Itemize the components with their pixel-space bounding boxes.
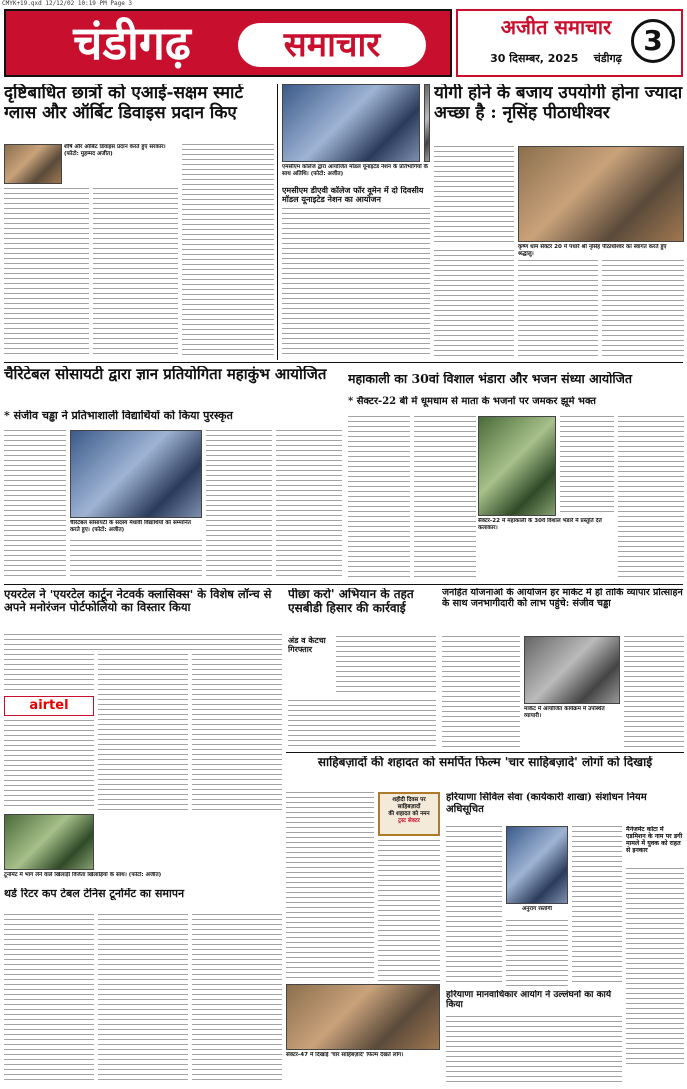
story-11-col-2: [98, 914, 188, 1084]
story-5-headline: महाकाली का 30वां विशाल भंडारा और भजन संध्या आयोजित: [348, 372, 633, 386]
airtel-logo: [4, 696, 94, 716]
story-2-photo-1: [282, 84, 420, 162]
story-5-headline-block: [348, 372, 684, 394]
story-5-col-2: [414, 416, 476, 580]
story-8-col-1: [442, 636, 520, 748]
story-8-headline: जनहित योजनाओं के आयोजन हर मार्केट में हो ताकि व्यापार प्रोत्साहन के साथ जनभागीदारी को लाभ पहुंचे: संजीव चड्ढा: [442, 588, 683, 609]
story-7-col-2: [288, 700, 436, 748]
masthead-info: [456, 9, 683, 77]
story-9-col-2: [378, 840, 440, 982]
story-1-headline: दृष्टिबाधित छात्रों को एआई-सक्षम स्मार्ट ग्लास और ऑर्बिट डिवाइस प्रदान किए: [4, 84, 244, 123]
scan-header: CMYK+19.qxd 12/12/02 10:19 PM Page 3: [2, 0, 133, 7]
story-5-subhead: * सैक्टर-22 बी में धूमधाम से माता के भजनों पर जमकर झूमे भक्त: [348, 396, 597, 407]
story-9-inset-line-3: ट्रस्ट सेक्टर: [398, 818, 420, 824]
story-10-portrait-caption: अनुराग रस्तोगी: [522, 906, 552, 912]
story-8-photo: [524, 636, 620, 704]
story-3-photo: [518, 146, 684, 242]
story-1-col-3: [182, 144, 274, 358]
story-7-col-1: [336, 636, 436, 696]
story-5-caption: सैक्टर-22 में महाकाली के 30वें विशाल भंडारे में प्रस्तुति देते कलाकार।: [478, 518, 602, 531]
story-11-col-1: [4, 914, 94, 1084]
story-8-headline-block: [442, 588, 684, 632]
story-4-col-4: [276, 430, 342, 580]
story-1-col-1: [4, 188, 89, 358]
story-9-inset: [378, 792, 440, 836]
masthead: [4, 9, 683, 77]
story-10-col-2: [506, 920, 568, 986]
masthead-samachar: समाचार: [238, 23, 426, 67]
story-6-headline: एयरटेल ने 'एयरटेल कार्टून नेटवर्क क्लासिक्स' के विशेष लॉन्च से अपने मनोरंजन पोर्टफोलियो का विस्तार किया: [4, 588, 272, 615]
story-3-col-3: [518, 260, 598, 358]
story-8-col-2: [624, 636, 684, 748]
issue-place: चंडीगढ़: [593, 52, 622, 65]
story-9-inset-line-1: शहीदी दिवस पर साहिबज़ादों: [392, 797, 426, 810]
story-11-headline: थर्ड रिटर कप टेबल टेनिस टूर्नामेंट का समापन: [4, 888, 185, 900]
story-12-side-headline-block: [626, 826, 684, 866]
story-9-col-1: [286, 792, 374, 982]
story-9-caption: सेक्टर-47 में दिखाई 'चार साहिबज़ादे' फिल्म देखते लोग।: [286, 1052, 404, 1058]
story-10-portrait: [506, 826, 568, 904]
story-2-headline: एमसीएम डीएवी कॉलेज फॉर वूमेन में दो दिवसीय मॉडल यूनाइटेड नेशन का आयोजन: [282, 186, 424, 205]
story-2-body: [282, 208, 430, 358]
story-4-col-1: [4, 430, 66, 580]
story-6-col-3: [192, 654, 282, 810]
story-5-col-1: [348, 416, 410, 580]
story-3-caption: कृष्ण धाम सेक्टर 20 में पधारे श्री नृसिंह पीठाधीश्वर का स्वागत करते हुए श्रद्धालु।: [518, 244, 667, 257]
story-7-side-label: अंड व केटचा गिरफ्तार: [288, 636, 326, 655]
story-6-intro: [4, 634, 282, 650]
story-3-col-4: [602, 260, 684, 358]
story-7-side-label-block: [288, 636, 332, 672]
story-3-headline-block: [434, 84, 684, 144]
story-10-col-1: [446, 826, 502, 986]
story-2-photo-edge: [424, 84, 430, 162]
story-3-headline: योगी होने के बजाय उपयोगी होना ज्यादा अच्छा है : नृसिंह पीठाधीश्वर: [434, 84, 683, 123]
masthead-banner: [4, 9, 452, 77]
row-rule-2: [4, 584, 683, 585]
story-11-col-3: [192, 914, 282, 1084]
story-10-col-3: [572, 826, 622, 986]
row-rule-1: [4, 362, 683, 363]
story-4-headline-block: [4, 366, 342, 408]
row-rule-3: [286, 752, 684, 753]
story-5-col-3: [560, 416, 614, 516]
story-6-col-1a: [4, 654, 94, 694]
story-12-side-body: [626, 868, 684, 1068]
story-11-photo: [4, 814, 94, 870]
story-7-headline-block: [288, 588, 436, 632]
story-12-headline: हरियाणा मानवाधिकार आयोग ने उल्लंघनों का कार्य किया: [446, 990, 612, 1011]
story-4-headline: चैरिटेबल सोसायटी द्वारा ज्ञान प्रतियोगिता महाकुंभ आयोजित: [4, 366, 327, 383]
story-11-headline-block: [4, 888, 282, 910]
page-number: 3: [631, 19, 675, 63]
story-6-col-2: [98, 654, 188, 810]
story-10-headline-block: [446, 792, 684, 822]
issue-date-text: 30 दिसम्बर, 2025: [490, 52, 579, 65]
story-9-headline-block: [286, 756, 684, 790]
story-9-inset-line-2: की शहादत को नमन: [388, 811, 430, 817]
story-4-photo: [70, 430, 202, 518]
story-4-col-3: [206, 430, 272, 580]
story-12-side-headline: मैनेजमेंट कोटा में एडमिशन के नाम पर डगी मामले में युवक को राहत से इनकार: [626, 826, 683, 855]
story-5-col-4: [618, 416, 684, 580]
story-1-caption: शीर्ष और ऑर्बिट डिवाइस प्रदान करते हुए सरकार। (फोटो: मुहम्मद अजीत): [64, 144, 166, 157]
story-1-col-2: [93, 188, 178, 358]
story-12-body: [446, 1016, 622, 1084]
story-1-headline-block: [4, 84, 274, 142]
story-6-col-1b: [4, 720, 94, 810]
story-3-col-1: [434, 146, 514, 246]
story-4-caption: चैरिटेबल सोसायटी के सदस्य मेधावी विद्यार्थियों को सम्मानित करते हुए। (फोटो: अजीत): [70, 520, 191, 533]
story-9-headline: साहिबज़ादों की शहादत को समर्पित फिल्म 'चार साहिबज़ादे' लोगों को दिखाई: [317, 756, 653, 769]
story-9-photo: [286, 984, 440, 1050]
story-6-headline-block: [4, 588, 282, 632]
column-rule: [277, 84, 278, 360]
newspaper-brand: अजीत समाचार: [500, 15, 612, 39]
masthead-city: चंडीगढ़: [73, 16, 191, 70]
story-5-photo: [478, 416, 556, 516]
story-3-col-2: [434, 250, 514, 358]
story-2-headline-block: [282, 186, 430, 206]
story-1-photo: [4, 144, 62, 184]
story-12-headline-block: [446, 990, 622, 1014]
story-11-caption: टूर्नामेंट में भाग लेने वाले खिलाड़ी विजेता खिलाड़ियों के साथ। (फोटो: अजीत): [4, 872, 162, 878]
story-4-col-2: [70, 540, 202, 580]
story-10-headline: हरियाणा सिविल सेवा (कार्यकारी शाखा) संशोधन नियम अधिसूचित: [446, 792, 647, 815]
story-7-headline: पीछा करो' अभियान के तहत एसबीडी हिसार की कार्रवाई: [288, 588, 414, 615]
story-4-subhead: * संजीव चड्ढा ने प्रतिभाशाली विद्यार्थियों को किया पुरस्कृत: [4, 410, 233, 422]
airtel-brand: airtel: [29, 698, 69, 713]
story-2-caption: एमसीएम कॉलेज द्वारा आयोजित मॉडल यूनाइटेड नेशन के प्रतिभागियों के साथ अतिथि। (फोटो: अजीत): [282, 164, 428, 177]
issue-date: [466, 51, 646, 66]
story-5-subhead-block: [348, 396, 684, 412]
story-4-subhead-block: [4, 410, 342, 426]
story-8-caption: मार्केट में आयोजित कार्यक्रम में उपस्थित व्यापारी।: [524, 706, 605, 719]
